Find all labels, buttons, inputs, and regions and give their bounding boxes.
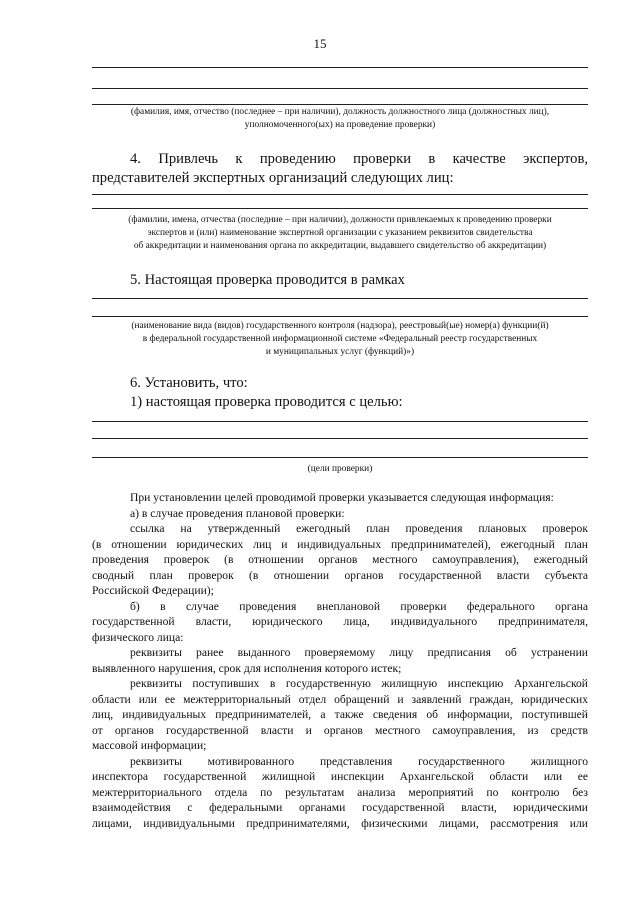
- paragraph-line: лицами, индивидуальными предпринимателями, физическими лицами, рассмотрения или: [92, 816, 588, 830]
- paragraph-line: от органов государственной власти и органов местного самоуправления, из средств: [92, 723, 588, 737]
- item-6-1-text: 1) настоящая проверка проводится с целью:: [130, 394, 403, 410]
- blank-line[interactable]: [92, 438, 588, 439]
- body-text: [92, 490, 588, 831]
- caption-line: (фамилии, имена, отчества (последние – при наличии), должности привлекаемых к проведению проверки: [128, 215, 552, 225]
- item-5-text: 5. Настоящая проверка проводится в рамках: [130, 272, 405, 288]
- paragraph-line: реквизиты мотивированного представления государственного жилищного: [130, 754, 588, 768]
- blank-line[interactable]: [92, 457, 588, 458]
- caption-experts: [92, 214, 588, 253]
- blank-line[interactable]: [92, 298, 588, 299]
- paragraph-line: взаимодействия с федеральными органами государственной власти, юридическими: [92, 801, 588, 814]
- paragraph-line: инспектора государственной жилищной инспекции Архангельской области или ее: [92, 770, 588, 783]
- caption-line: (цели проверки): [307, 464, 373, 474]
- paragraph-line: физического лица:: [92, 630, 184, 644]
- caption-line: в федеральной государственной информационной системе «Федеральный реестр государственных: [142, 334, 538, 344]
- caption-line: экспертов и (или) наименование экспертной организации с указанием реквизитов свидетельства: [147, 228, 533, 238]
- text-line: 4. Привлечь к проведению проверки в качестве экспертов,: [130, 151, 588, 167]
- caption-control-type: [92, 320, 588, 359]
- paragraph-line: ссылка на утвержденный ежегодный план проведения плановых проверок: [130, 522, 588, 535]
- blank-line[interactable]: [92, 194, 588, 195]
- paragraph-line: реквизиты ранее выданного проверяемому лицу предписания об устранении: [130, 646, 588, 659]
- blank-line[interactable]: [92, 208, 588, 209]
- paragraph-line: проведения проверок (в отношении органов местного самоуправления), ежегодный: [92, 553, 588, 566]
- page-number: 15: [313, 36, 327, 51]
- paragraph-line: массовой информации;: [92, 739, 207, 752]
- blank-line[interactable]: [92, 88, 588, 89]
- paragraph-line: межтерриториального отдела по результатам анализа мероприятий по контролю без: [92, 785, 588, 799]
- paragraph-line: Российской Федерации);: [92, 584, 214, 597]
- caption-line: (фамилия, имя, отчество (последнее – при наличии), должность должностного лица (должностных лиц),: [130, 107, 550, 117]
- paragraph-line: государственной власти, юридического лица, индивидуального предпринимателя,: [92, 615, 588, 628]
- paragraph-line: выявленного нарушения, срок для исполнения которого истек;: [92, 661, 402, 675]
- caption-line: и муниципальных услуг (функций)»): [265, 347, 415, 357]
- paragraph-line: лиц, индивидуальных предпринимателей, а также сведения об информации, поступившей: [92, 708, 588, 721]
- item-6-text: 6. Установить, что:: [130, 375, 248, 391]
- paragraph-line: области или ее межтерриториальный отдел обращений и заявлений граждан, юридических: [92, 692, 588, 706]
- blank-line[interactable]: [92, 104, 588, 105]
- caption-line: (наименование вида (видов) государственного контроля (надзора), реестровый(ые) номер(а) функции(й): [131, 321, 549, 331]
- paragraph-line: сводный план проверок (в отношении органов государственной власти субъекта: [92, 568, 588, 582]
- paragraph-line: При установлении целей проводимой проверки указывается следующая информация:: [130, 491, 554, 504]
- paragraph-line: реквизиты поступивших в государственную жилищную инспекцию Архангельской: [130, 677, 588, 690]
- paragraph-line: б) в случае проведения внеплановой проверки федерального органа: [130, 599, 588, 613]
- blank-line[interactable]: [92, 421, 588, 422]
- paragraph-line: а) в случае проведения плановой проверки:: [130, 506, 345, 520]
- text-line: представителей экспертных организаций следующих лиц:: [92, 170, 454, 186]
- blank-line[interactable]: [92, 67, 588, 68]
- item-4-text: [92, 150, 588, 188]
- caption-line: об аккредитации и наименования органа по аккредитации, выдавшего свидетельство об аккредитации): [133, 241, 547, 251]
- paragraph-line: (в отношении юридических лиц и индивидуальных предпринимателей), ежегодный план: [92, 537, 588, 551]
- blank-line[interactable]: [92, 316, 588, 317]
- caption-line: уполномоченного(ых) на проведение проверки): [244, 120, 436, 130]
- caption-inspector: [92, 106, 588, 132]
- caption-purpose: [92, 463, 588, 476]
